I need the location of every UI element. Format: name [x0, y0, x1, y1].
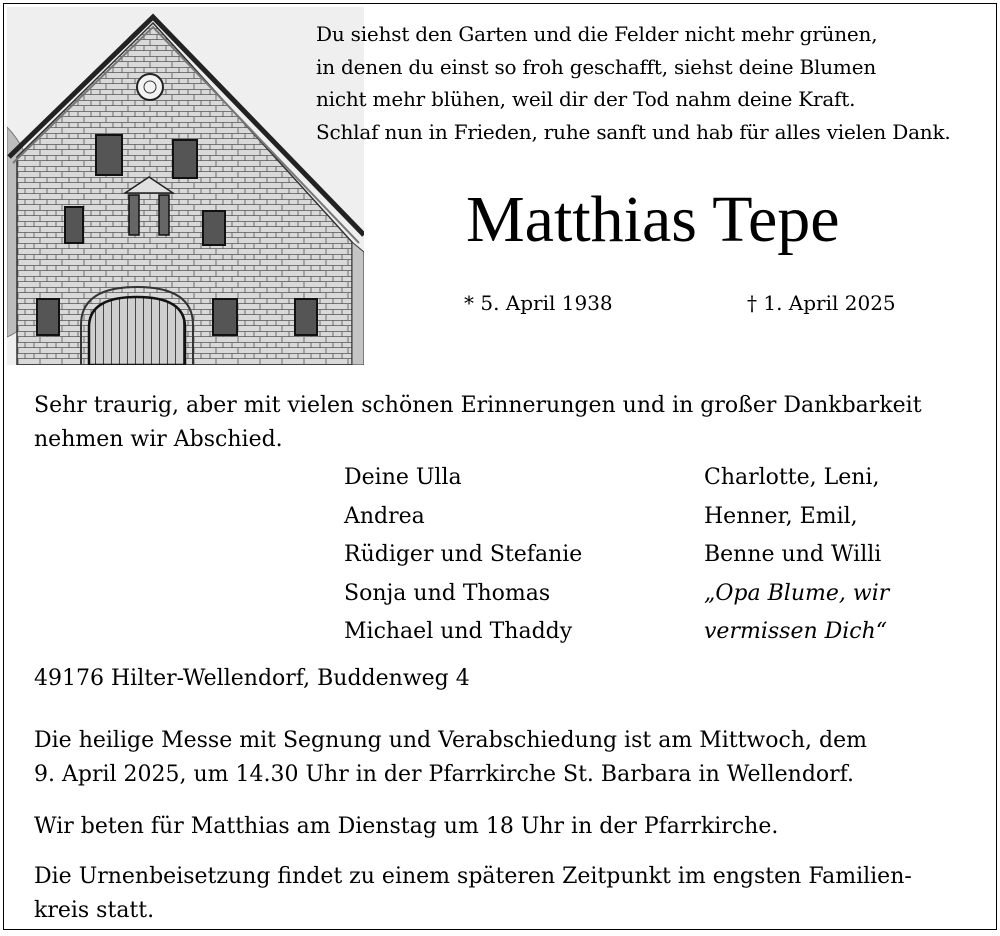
- family-list-primary: [344, 459, 582, 652]
- memorial-poem: [316, 18, 996, 148]
- grandchildren-quote-line: vermissen Dich“: [704, 619, 888, 644]
- family-member: Charlotte, Leni,: [704, 465, 880, 490]
- mass-announcement: [34, 724, 974, 792]
- farewell-intro: Sehr traurig, aber mit vielen schönen Erinnerungen und in großer Dankbarkeit nehmen wir Abschied.: [34, 393, 922, 452]
- family-member: Michael und Thaddy: [344, 619, 573, 644]
- family-member: Andrea: [344, 503, 425, 529]
- birth-date: * 5. April 1938: [464, 291, 613, 315]
- obituary-notice: [3, 3, 997, 930]
- burial-announcement: [34, 860, 974, 928]
- death-date: † 1. April 2025: [747, 291, 896, 315]
- family-list-grandchildren: [704, 459, 889, 652]
- poem-line: Du siehst den Garten und die Felder nicht mehr grünen,: [316, 22, 878, 46]
- burial-line: kreis statt.: [34, 898, 155, 923]
- family-member: Benne und Willi: [704, 542, 882, 567]
- prayer-announcement: [34, 810, 974, 844]
- poem-line: Schlaf nun in Frieden, ruhe sanft und hab für alles vielen Dank.: [316, 119, 951, 144]
- farmhouse-drawing: [7, 7, 364, 365]
- family-member: Henner, Emil,: [704, 503, 858, 529]
- family-member: Rüdiger und Stefanie: [344, 542, 583, 567]
- family-member: Sonja und Thomas: [344, 580, 551, 606]
- grandchildren-quote-line: „Opa Blume, wir: [704, 580, 890, 606]
- mass-line: Die heilige Messe mit Segnung und Verabschiedung ist am Mittwoch, dem: [34, 728, 867, 753]
- farmhouse-illustration: [7, 7, 364, 365]
- prayer-line: Wir beten für Matthias am Dienstag um 18 Uhr in der Pfarrkirche.: [34, 814, 779, 839]
- poem-line: in denen du einst so froh geschafft, siehst deine Blumen: [316, 54, 877, 79]
- deceased-name: Matthias Tepe: [466, 183, 840, 256]
- burial-line: Die Urnenbeisetzung findet zu einem späteren Zeitpunkt im engsten Familien-: [34, 864, 912, 889]
- mourning-address: 49176 Hilter-Wellendorf, Buddenweg 4: [34, 666, 470, 691]
- mass-line: 9. April 2025, um 14.30 Uhr in der Pfarrkirche St. Barbara in Wellendorf.: [34, 762, 855, 787]
- poem-line: nicht mehr blühen, weil dir der Tod nahm deine Kraft.: [316, 87, 856, 111]
- family-member: Deine Ulla: [344, 465, 462, 490]
